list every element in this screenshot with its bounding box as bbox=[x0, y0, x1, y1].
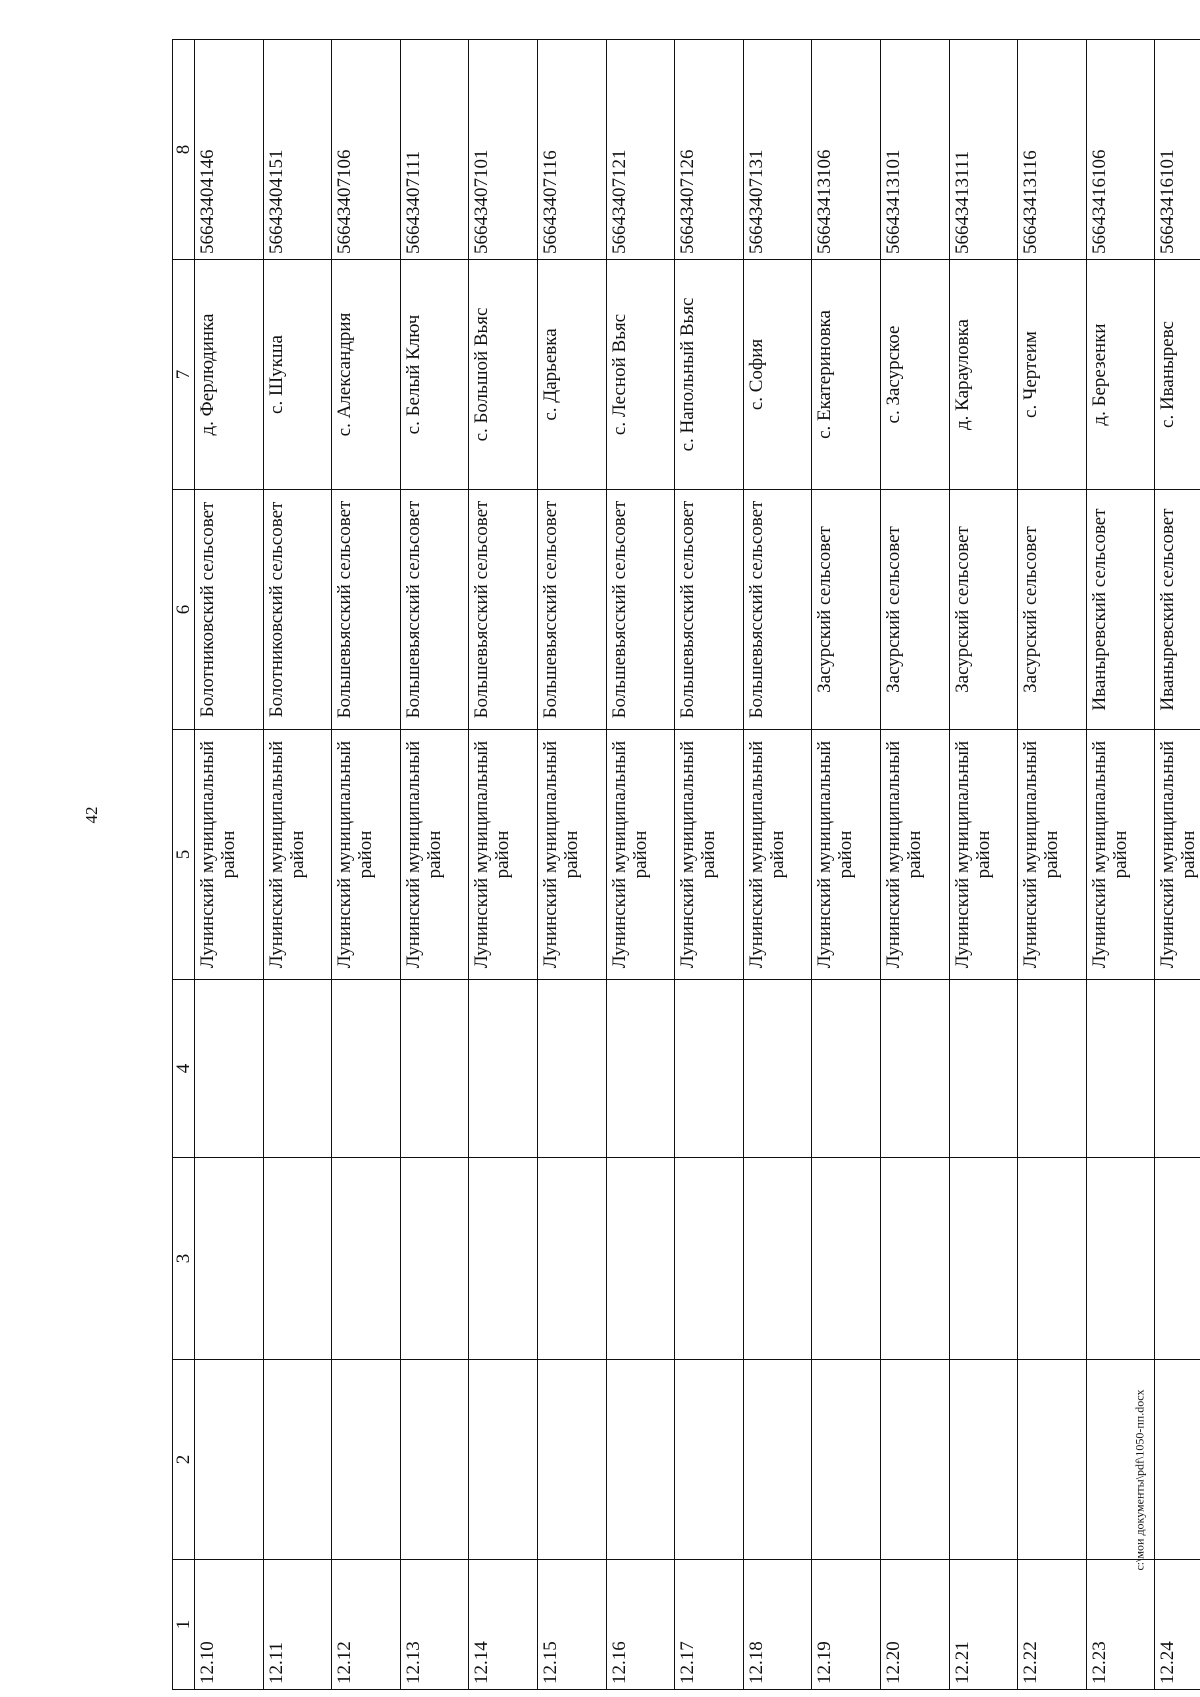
table-cell: 12.20 bbox=[880, 1560, 949, 1690]
table-cell: 56643407116 bbox=[537, 40, 606, 260]
rotated-table-container bbox=[172, 40, 1200, 1690]
table-cell bbox=[949, 1158, 1018, 1360]
table-cell: 12.19 bbox=[812, 1560, 881, 1690]
footer-file-path: c:\мои документы\pdf\1050-пп.docx bbox=[1132, 1389, 1147, 1571]
page-number: 42 bbox=[82, 806, 101, 824]
column-number-header: 6 bbox=[173, 490, 195, 730]
table-cell: с. Шукша bbox=[263, 260, 332, 490]
column-number-header: 4 bbox=[173, 980, 195, 1158]
table-cell bbox=[332, 1360, 401, 1560]
table-cell bbox=[1018, 980, 1087, 1158]
table-cell: 56643407121 bbox=[606, 40, 675, 260]
table-cell: 12.15 bbox=[537, 1560, 606, 1690]
table-row bbox=[743, 40, 812, 1690]
table-cell bbox=[880, 1360, 949, 1560]
table-row bbox=[263, 40, 332, 1690]
table-cell: Лунинский муниципальный район bbox=[263, 730, 332, 980]
table-cell bbox=[606, 980, 675, 1158]
table-cell: с. Александрия bbox=[332, 260, 401, 490]
table-cell bbox=[332, 1158, 401, 1360]
table-cell: 56643413111 bbox=[949, 40, 1018, 260]
table-cell bbox=[400, 980, 469, 1158]
column-number-header: 1 bbox=[173, 1560, 195, 1690]
table-cell: 56643407101 bbox=[469, 40, 538, 260]
table-cell: 56643413106 bbox=[812, 40, 881, 260]
table-cell: 56643404146 bbox=[195, 40, 264, 260]
table-cell bbox=[195, 980, 264, 1158]
table-cell: с. Засурское bbox=[880, 260, 949, 490]
table-cell bbox=[743, 1158, 812, 1360]
table-cell: с. Большой Вьяс bbox=[469, 260, 538, 490]
table-cell: Лунинский муниципальный район bbox=[537, 730, 606, 980]
table-cell: Лунинский муниципальный район bbox=[949, 730, 1018, 980]
table-cell: 56643407106 bbox=[332, 40, 401, 260]
table-cell bbox=[400, 1158, 469, 1360]
table-row bbox=[675, 40, 744, 1690]
table-row bbox=[469, 40, 538, 1690]
table-cell: Болотниковский сельсовет bbox=[263, 490, 332, 730]
table-cell bbox=[812, 980, 881, 1158]
table-cell: 56643416106 bbox=[1086, 40, 1155, 260]
table-cell: Иваныревский сельсовет bbox=[1086, 490, 1155, 730]
table-cell: Лунинский муниципальный район bbox=[812, 730, 881, 980]
table-cell: 12.17 bbox=[675, 1560, 744, 1690]
table-cell bbox=[332, 980, 401, 1158]
table-cell: с. Напольный Вьяс bbox=[675, 260, 744, 490]
table-cell: Большевьясский сельсовет bbox=[675, 490, 744, 730]
table-row bbox=[880, 40, 949, 1690]
table-cell: Засурский сельсовет bbox=[1018, 490, 1087, 730]
table-row bbox=[1155, 40, 1200, 1690]
table-cell: Лунинский муниципальный район bbox=[606, 730, 675, 980]
table-cell bbox=[812, 1158, 881, 1360]
table-cell: д. Карауловка bbox=[949, 260, 1018, 490]
table-cell bbox=[1155, 980, 1200, 1158]
table-cell: 12.10 bbox=[195, 1560, 264, 1690]
column-number-header: 5 bbox=[173, 730, 195, 980]
table-cell: с. Екатериновка bbox=[812, 260, 881, 490]
table-cell: д. Березенки bbox=[1086, 260, 1155, 490]
table-cell: Большевьясский сельсовет bbox=[332, 490, 401, 730]
table-row bbox=[195, 40, 264, 1690]
table-row bbox=[812, 40, 881, 1690]
table-cell bbox=[195, 1360, 264, 1560]
table-cell bbox=[743, 980, 812, 1158]
table-cell: 12.18 bbox=[743, 1560, 812, 1690]
table-cell bbox=[263, 1158, 332, 1360]
table-cell: 12.21 bbox=[949, 1560, 1018, 1690]
column-number-header: 2 bbox=[173, 1360, 195, 1560]
table-cell: Иваныревский сельсовет bbox=[1155, 490, 1200, 730]
table-cell: Большевьясский сельсовет bbox=[606, 490, 675, 730]
table-cell: 12.16 bbox=[606, 1560, 675, 1690]
table-cell: Лунинский муниципальный район bbox=[1018, 730, 1087, 980]
table-row bbox=[537, 40, 606, 1690]
table-cell bbox=[400, 1360, 469, 1560]
table-cell: 56643407111 bbox=[400, 40, 469, 260]
table-cell bbox=[675, 1360, 744, 1560]
table-cell bbox=[537, 1158, 606, 1360]
table-cell bbox=[1086, 1158, 1155, 1360]
table-cell: Большевьясский сельсовет bbox=[537, 490, 606, 730]
table-cell: 12.14 bbox=[469, 1560, 538, 1690]
table-cell: Лунинский муниципальный район bbox=[195, 730, 264, 980]
table-cell: Лунинский муниципальный район bbox=[880, 730, 949, 980]
table-cell: Лунинский муниципальный район bbox=[743, 730, 812, 980]
table-cell bbox=[1018, 1360, 1087, 1560]
table-cell: Лунинский муниципальный район bbox=[1086, 730, 1155, 980]
table-row bbox=[1018, 40, 1087, 1690]
table-cell bbox=[606, 1158, 675, 1360]
table-cell: 56643407131 bbox=[743, 40, 812, 260]
table-cell: 56643413116 bbox=[1018, 40, 1087, 260]
table-cell: 12.22 bbox=[1018, 1560, 1087, 1690]
table-header-row bbox=[173, 40, 195, 1690]
table-cell: 56643407126 bbox=[675, 40, 744, 260]
table-cell: 12.12 bbox=[332, 1560, 401, 1690]
table-cell: с. Чертеим bbox=[1018, 260, 1087, 490]
column-number-header: 7 bbox=[173, 260, 195, 490]
table-row bbox=[332, 40, 401, 1690]
table-cell bbox=[537, 1360, 606, 1560]
table-cell bbox=[1018, 1158, 1087, 1360]
table-cell: Лунинский муниципальный район bbox=[400, 730, 469, 980]
column-number-header: 3 bbox=[173, 1158, 195, 1360]
table-cell bbox=[880, 1158, 949, 1360]
table-cell: с. Белый Ключ bbox=[400, 260, 469, 490]
table-cell bbox=[263, 980, 332, 1158]
table-cell bbox=[675, 980, 744, 1158]
column-number-header: 8 bbox=[173, 40, 195, 260]
table-cell: с. Дарьевка bbox=[537, 260, 606, 490]
table-cell: Болотниковский сельсовет bbox=[195, 490, 264, 730]
table-cell: Лунинский муниципальный район bbox=[675, 730, 744, 980]
table-cell: Засурский сельсовет bbox=[949, 490, 1018, 730]
table-cell: 12.23 bbox=[1086, 1560, 1155, 1690]
table-cell bbox=[1086, 980, 1155, 1158]
table-cell bbox=[263, 1360, 332, 1560]
table-cell: с. Лесной Вьяс bbox=[606, 260, 675, 490]
table-cell: с. Иваныревс bbox=[1155, 260, 1200, 490]
table-cell bbox=[469, 1360, 538, 1560]
table-cell: Большевьясский сельсовет bbox=[400, 490, 469, 730]
table-cell bbox=[675, 1158, 744, 1360]
table-cell: 12.24 bbox=[1155, 1560, 1200, 1690]
table-cell: Лунинский муниципальный район bbox=[332, 730, 401, 980]
table-cell bbox=[812, 1360, 881, 1560]
table-cell: с. София bbox=[743, 260, 812, 490]
table-cell: Лунинский муниципальный район bbox=[469, 730, 538, 980]
table-cell: Засурский сельсовет bbox=[812, 490, 881, 730]
table-cell: д. Ферлюдинка bbox=[195, 260, 264, 490]
table-cell: 12.13 bbox=[400, 1560, 469, 1690]
table-cell: 56643413101 bbox=[880, 40, 949, 260]
table-cell: 12.11 bbox=[263, 1560, 332, 1690]
table-cell bbox=[1155, 1158, 1200, 1360]
table-cell bbox=[949, 1360, 1018, 1560]
table-cell bbox=[880, 980, 949, 1158]
table-cell bbox=[469, 1158, 538, 1360]
table-cell bbox=[606, 1360, 675, 1560]
table-cell: 56643416101 bbox=[1155, 40, 1200, 260]
table-row bbox=[606, 40, 675, 1690]
table-row bbox=[400, 40, 469, 1690]
table-cell: Большевьясский сельсовет bbox=[743, 490, 812, 730]
table-cell bbox=[949, 980, 1018, 1158]
table-cell bbox=[537, 980, 606, 1158]
table-cell: Лунинский муниципальный район bbox=[1155, 730, 1200, 980]
table-cell bbox=[195, 1158, 264, 1360]
table-cell: Большевьясский сельсовет bbox=[469, 490, 538, 730]
settlements-table bbox=[172, 39, 1200, 1690]
table-row bbox=[949, 40, 1018, 1690]
table-cell: 56643404151 bbox=[263, 40, 332, 260]
table-cell bbox=[469, 980, 538, 1158]
table-cell: Засурский сельсовет bbox=[880, 490, 949, 730]
table-cell bbox=[743, 1360, 812, 1560]
table-cell bbox=[1155, 1360, 1200, 1560]
